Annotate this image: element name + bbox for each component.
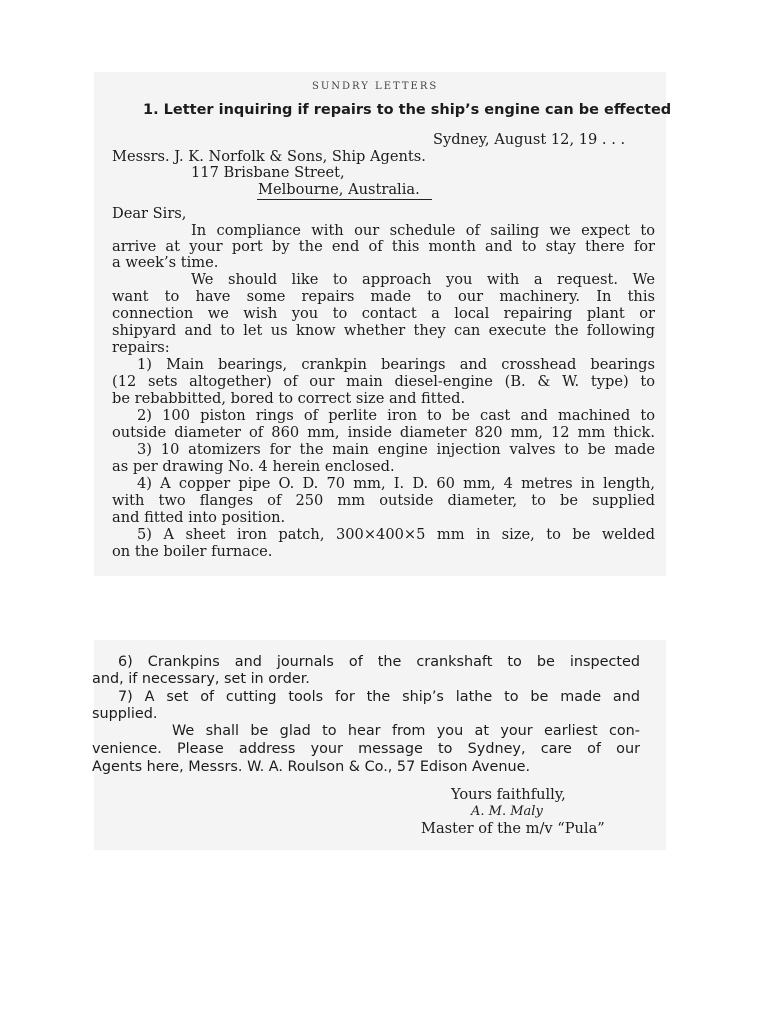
- para2-line-3: connection we wish you to contact a local repairing plant or: [112, 305, 655, 322]
- repair-item-5-line-2: on the boiler furnace.: [112, 543, 273, 560]
- place-date: Sydney, August 12, 19 . . .: [433, 131, 626, 148]
- signoff: Yours faithfully,: [451, 786, 566, 803]
- repair-item-4-line-2: with two flanges of 250 mm outside diameter, to be supplied: [112, 492, 655, 509]
- para2-line-1: We should like to approach you with a request. We: [191, 271, 655, 288]
- repair-item-2-line-1: 2) 100 piston rings of perlite iron to be cast and machined to: [137, 407, 655, 424]
- repair-item-3-line-1: 3) 10 atomizers for the main engine injection valves to be made: [137, 441, 655, 458]
- repair-item-3-line-2: as per drawing No. 4 herein enclosed.: [112, 458, 395, 475]
- section-header: SUNDRY LETTERS: [312, 81, 439, 92]
- repair-item-7-line-1: 7) A set of cutting tools for the ship’s lathe to be made and: [118, 689, 640, 705]
- repair-item-2-line-2: outside diameter of 860 mm, inside diameter 820 mm, 12 mm thick.: [112, 424, 655, 441]
- repair-item-6-line-2: and, if necessary, set in order.: [92, 671, 310, 687]
- para2-line-5: repairs:: [112, 339, 170, 356]
- closing-para-line-3: Agents here, Messrs. W. A. Roulson & Co., 57 Edison Avenue.: [92, 759, 531, 775]
- repair-item-5-line-1: 5) A sheet iron patch, 300×400×5 mm in size, to be welded: [137, 526, 655, 543]
- repair-item-4-line-1: 4) A copper pipe O. D. 70 mm, I. D. 60 mm, 4 metres in length,: [137, 475, 655, 492]
- closing-para-line-1: We shall be glad to hear from you at your earliest con-: [172, 723, 640, 739]
- signer-title: Master of the m/v “Pula”: [421, 820, 605, 837]
- repair-item-7-line-2: supplied.: [92, 706, 158, 722]
- para1-line-1: In compliance with our schedule of sailing we expect to: [191, 222, 655, 239]
- repair-item-1-line-1: 1) Main bearings, crankpin bearings and crosshead bearings: [137, 356, 655, 373]
- repair-item-4-line-3: and fitted into position.: [112, 509, 286, 526]
- letter-title: 1. Letter inquiring if repairs to the ship’s engine can be effected: [143, 102, 672, 118]
- signature-name: A. M. Maly: [471, 804, 543, 819]
- address-line-3: Melbourne, Australia.: [258, 181, 420, 198]
- repair-item-1-line-3: be rebabbitted, bored to correct size and fitted.: [112, 390, 466, 407]
- salutation: Dear Sirs,: [112, 205, 187, 222]
- para2-line-4: shipyard and to let us know whether they can execute the following: [112, 322, 655, 339]
- address-line-2: 117 Brisbane Street,: [191, 164, 345, 181]
- para1-line-3: a week’s time.: [112, 254, 219, 271]
- para1-line-2: arrive at your port by the end of this month and to stay there for: [112, 238, 655, 255]
- closing-para-line-2: venience. Please address your message to Sydney, care of our: [92, 741, 640, 757]
- repair-item-6-line-1: 6) Crankpins and journals of the crankshaft to be inspected: [118, 654, 640, 670]
- address-line-1: Messrs. J. K. Norfolk & Sons, Ship Agents.: [112, 148, 426, 165]
- address-underline: [257, 199, 432, 200]
- para2-line-2: want to have some repairs made to our machinery. In this: [112, 288, 655, 305]
- repair-item-1-line-2: (12 sets altogether) of our main diesel-engine (B. & W. type) to: [112, 373, 655, 390]
